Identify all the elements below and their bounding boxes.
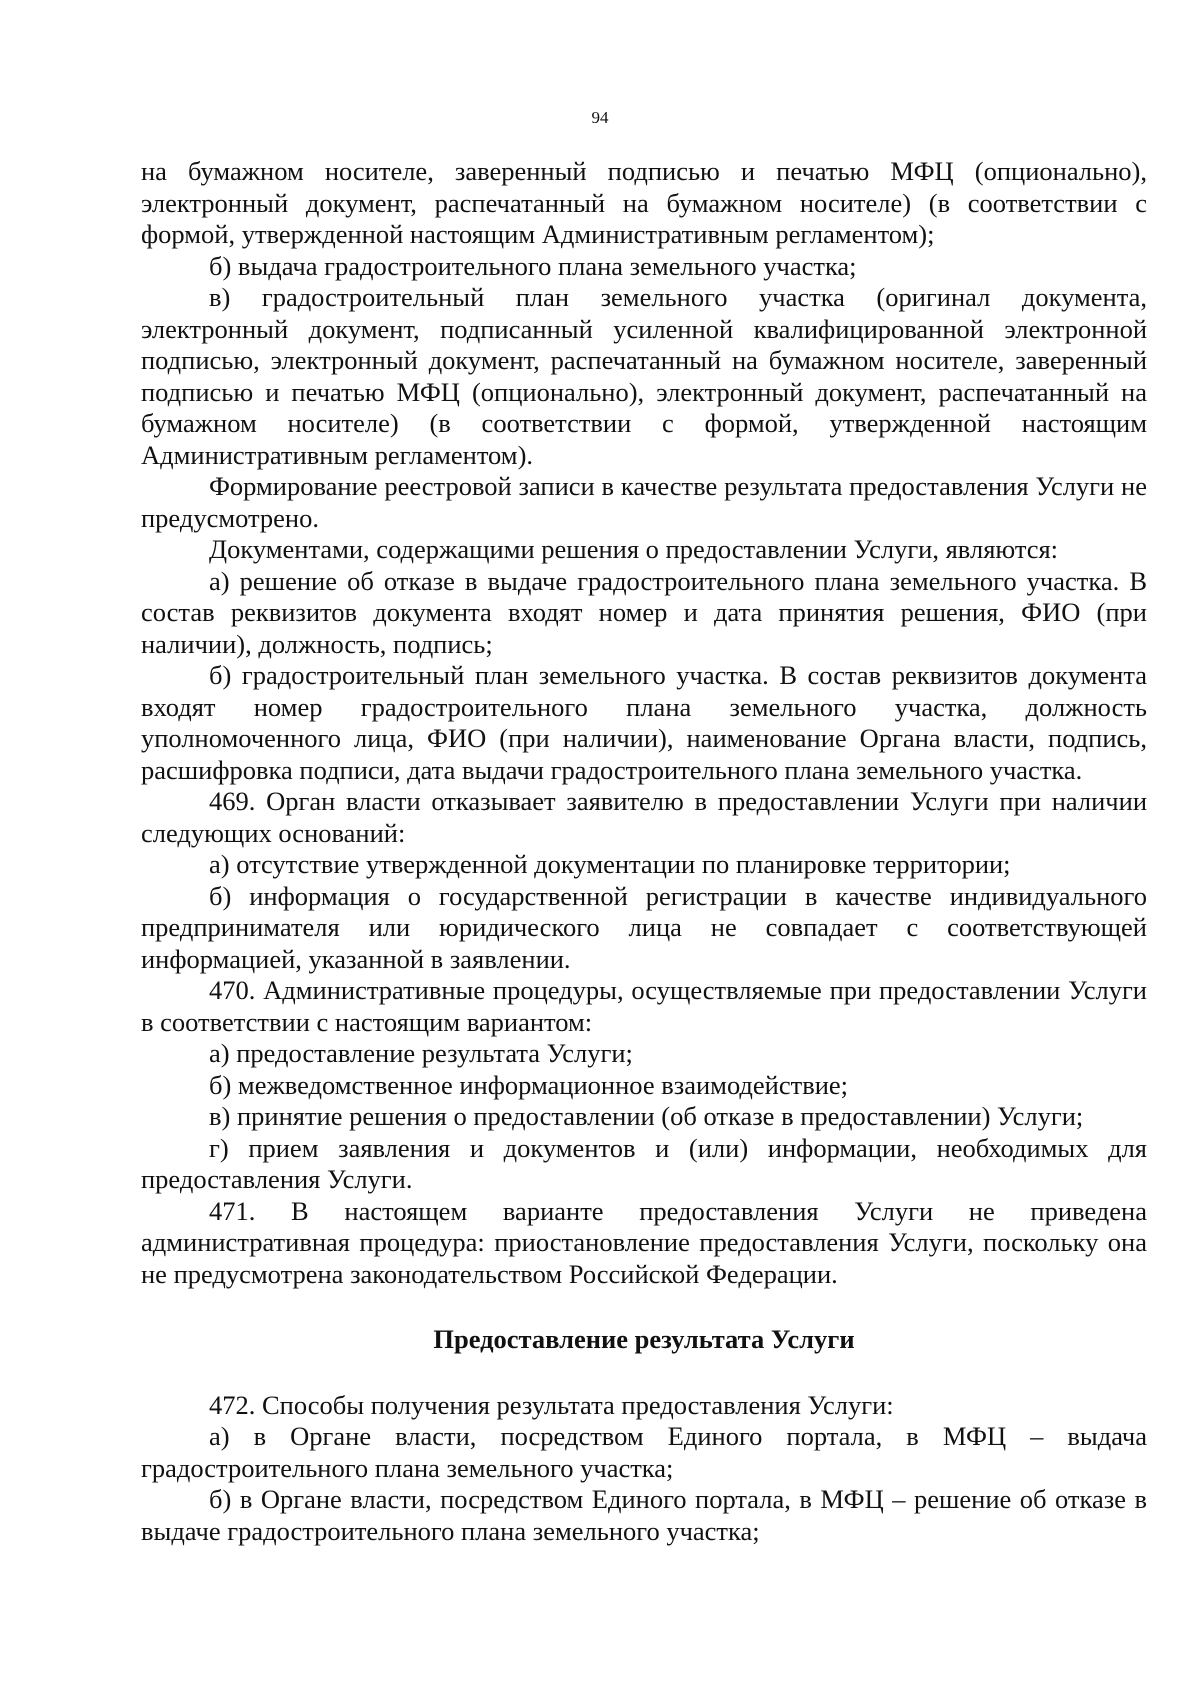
paragraph: б) градостроительный план земельного участка. В состав реквизитов документа входят номер градостроительного плана земельного участка, должность уполномоченного лица, ФИО (при наличии), наименование Органа власти, подпись, расшифровка подписи, дата выдачи градостроительного плана земельного участка. (141, 660, 1147, 785)
paragraphs-after-heading (141, 1390, 1147, 1548)
paragraph: а) в Органе власти, посредством Единого портала, в МФЦ – выдача градостроительного плана земельного участка; (141, 1421, 1147, 1483)
paragraph: 469. Орган власти отказывает заявителю в предоставлении Услуги при наличии следующих оснований: (141, 786, 1147, 848)
paragraph: а) отсутствие утвержденной документации по планировке территории; (209, 849, 1011, 879)
section-heading: Предоставление результата Услуги (433, 1324, 855, 1354)
paragraph: на бумажном носителе, заверенный подписью и печатью МФЦ (опционально), электронный документ, распечатанный на бумажном носителе) (в соответствии с формой, утвержденной настоящим Административным регламентом); (141, 156, 1147, 249)
paragraph: б) информация о государственной регистрации в качестве индивидуального предпринимателя или юридического лица не совпадает с соответствующей информацией, указанной в заявлении. (141, 880, 1147, 974)
paragraph: б) межведомственное информационное взаимодействие; (209, 1069, 849, 1100)
paragraph: 472. Способы получения результата предоставления Услуги: (209, 1389, 894, 1420)
paragraph: а) решение об отказе в выдаче градостроительного плана земельного участка. В состав реквизитов документа входят номер и дата принятия решения, ФИО (при наличии), должность, подпись; (141, 565, 1147, 659)
paragraph: 470. Административные процедуры, осуществляемые при предоставлении Услуги в соответствии с настоящим вариантом: (141, 975, 1147, 1037)
paragraph: в) принятие решения о предоставлении (об отказе в предоставлении) Услуги; (209, 1101, 1084, 1131)
paragraph: 471. В настоящем варианте предоставления Услуги не приведена административная процедура: приостановление предоставления Услуги, поскольку она не предусмотрена законодательством Российской Федерации. (141, 1195, 1147, 1289)
paragraph: в) градостроительный план земельного участка (оригинал документа, электронный документ, подписанный усиленной квалифицированной электронной подписью, электронный документ, распечатанный на бумажном носителе, заверенный подписью и печатью МФЦ (опционально), электронный документ, распечатанный на бумажном носителе) (в соответствии с формой, утвержденной настоящим Административным регламентом). (141, 282, 1147, 470)
paragraph: Документами, содержащими решения о предоставлении Услуги, являются: (209, 534, 1059, 564)
paragraph: а) предоставление результата Услуги; (209, 1038, 633, 1068)
paragraphs-before-heading (141, 156, 1147, 1290)
paragraph: б) в Органе власти, посредством Единого портала, в МФЦ – решение об отказе в выдаче градостроительного плана земельного участка; (141, 1484, 1147, 1546)
paragraph: б) выдача градостроительного плана земельного участка; (209, 250, 857, 281)
document-body (141, 156, 1147, 1547)
paragraph: г) прием заявления и документов и (или) информации, необходимых для предоставления Услуги. (141, 1132, 1147, 1194)
paragraph: Формирование реестровой записи в качестве результата предоставления Услуги не предусмотрено. (141, 471, 1147, 533)
page-number: 94 (591, 108, 609, 127)
